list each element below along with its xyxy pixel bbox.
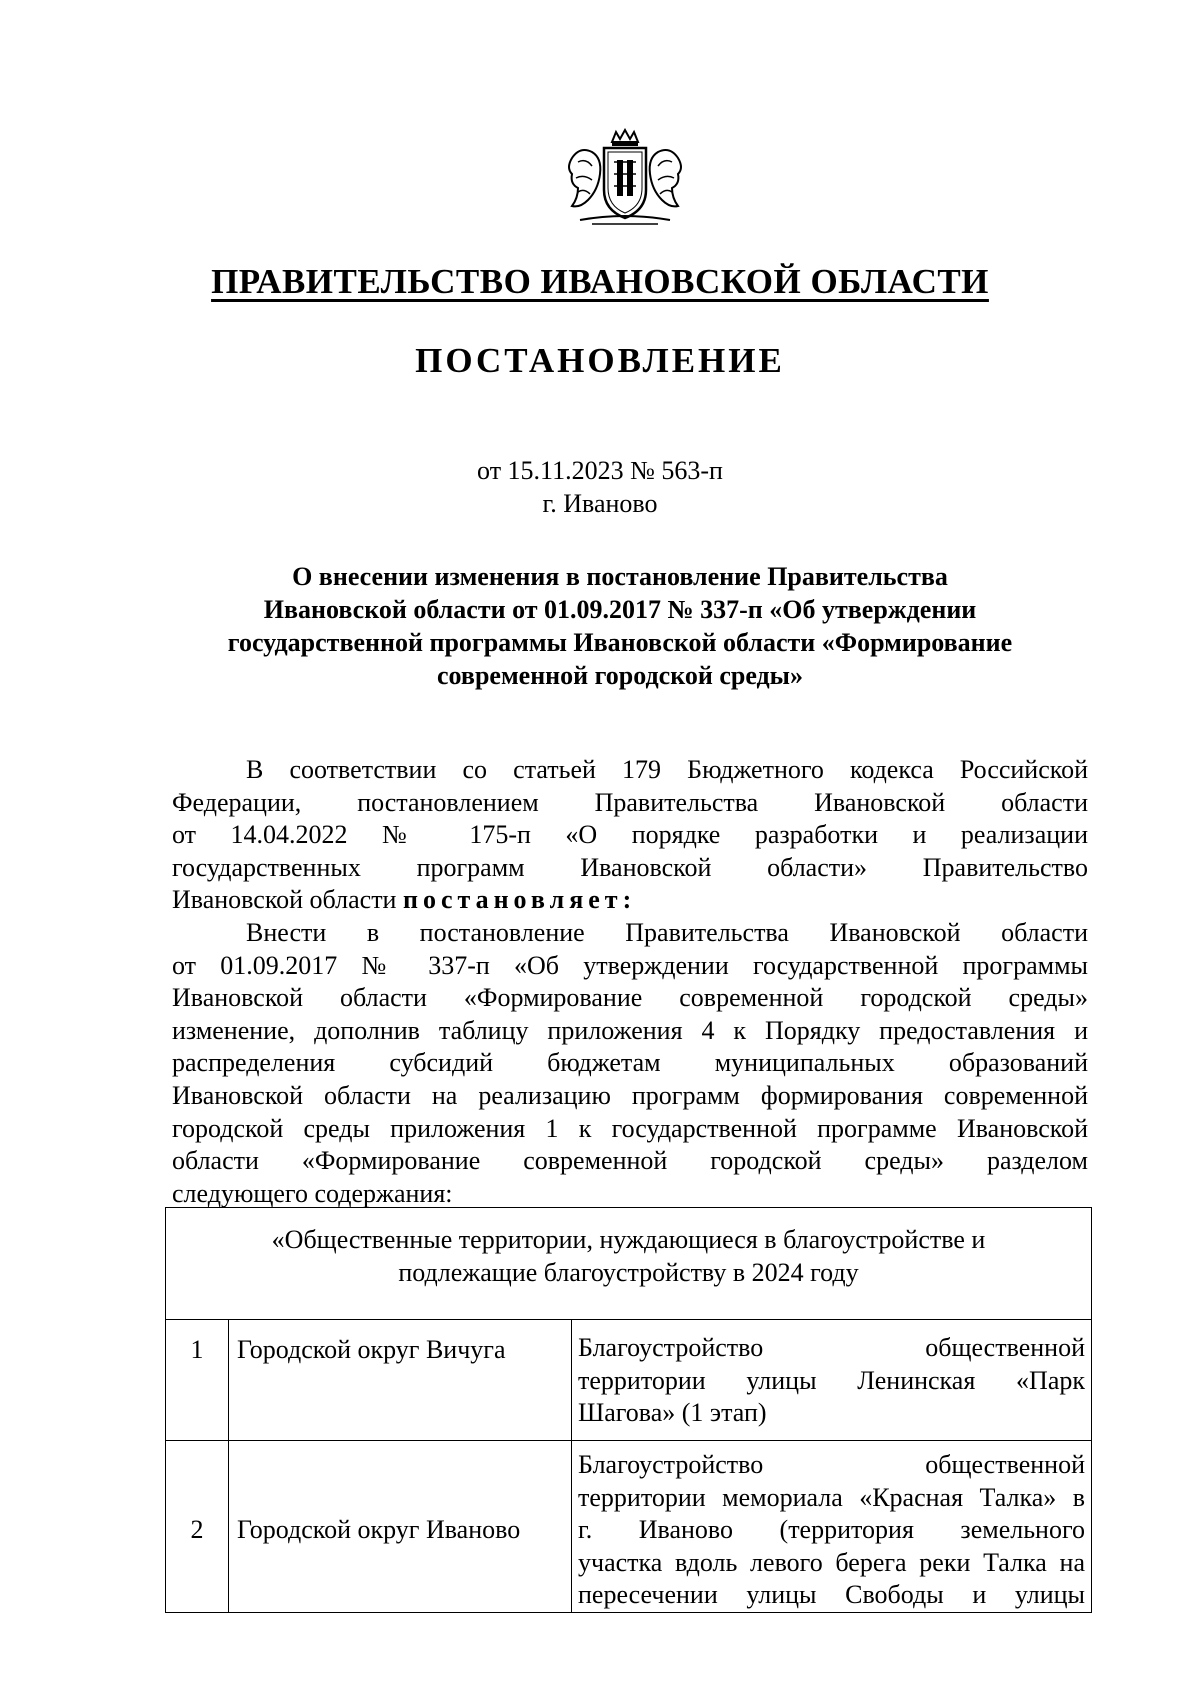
paragraph-line: городской среды приложения 1 к государственной программе Ивановской <box>172 1113 1088 1143</box>
coat-of-arms-icon <box>562 128 688 228</box>
table-heading-line: подлежащие благоустройству в 2024 году <box>398 1257 859 1287</box>
description-line: Благоустройство общественной <box>578 1333 1085 1363</box>
paragraph-line: Ивановской области на реализацию программ формирования современной <box>172 1080 1088 1110</box>
table-heading <box>166 1208 1092 1320</box>
paragraph-line: Внести в постановление Правительства Ивановской области <box>246 918 1088 947</box>
description-line: пересечении улицы Свободы и улицы <box>578 1580 1085 1610</box>
document-type: ПОСТАНОВЛЕНИЕ <box>415 341 785 380</box>
paragraph-line: государственных программ Ивановской области» Правительство <box>172 852 1088 882</box>
subject-line: Ивановской области от 01.09.2017 № 337-п «Об утверждении <box>263 595 977 624</box>
subject-line: современной городской среды» <box>437 661 803 690</box>
table-row <box>166 1440 1092 1612</box>
subject-line: государственной программы Ивановской области «Формирование <box>227 628 1013 657</box>
paragraph-line: следующего содержания: <box>172 1178 453 1208</box>
paragraph-line-text: Ивановской области <box>172 885 403 915</box>
paragraph-line: изменение, дополнив таблицу приложения 4 к Порядку предоставления и <box>172 1015 1088 1045</box>
paragraph-line: от 14.04.2022 № 175-п «О порядке разработки и реализации <box>172 820 1088 850</box>
paragraph-preamble <box>172 754 1088 917</box>
description-cell <box>572 1440 1092 1612</box>
description-cell <box>572 1320 1092 1441</box>
table-heading-line: «Общественные территории, нуждающиеся в благоустройстве и <box>271 1225 986 1254</box>
row-number: 1 <box>166 1320 229 1441</box>
paragraph-amendment <box>172 917 1088 1210</box>
table-heading-row <box>166 1208 1092 1320</box>
government-title-text: ПРАВИТЕЛЬСТВО ИВАНОВСКОЙ ОБЛАСТИ <box>211 262 989 301</box>
description-line: территории улицы Ленинская «Парк <box>578 1365 1085 1395</box>
description-line: Благоустройство общественной <box>578 1449 1085 1479</box>
table-row <box>166 1320 1092 1441</box>
paragraph-line: области «Формирование современной городской среды» разделом <box>172 1146 1088 1176</box>
municipality-cell: Городской округ Иваново <box>229 1440 572 1612</box>
document-number: от 15.11.2023 № 563-п <box>477 456 723 485</box>
document-place: г. Иваново <box>542 489 658 518</box>
paragraph-line: распределения субсидий бюджетам муниципальных образований <box>172 1048 1088 1078</box>
paragraph-line: Ивановской области «Формирование современной городской среды» <box>172 983 1088 1013</box>
subject-line: О внесении изменения в постановление Правительства <box>292 562 948 591</box>
municipality-cell: Городской округ Вичуга <box>229 1320 572 1441</box>
decree-word: постановляет: <box>402 885 637 915</box>
paragraph-line: Федерации, постановлением Правительства Ивановской области <box>172 787 1088 817</box>
paragraph-line: от 01.09.2017 № 337-п «Об утверждении государственной программы <box>172 950 1088 980</box>
description-line: г. Иваново (территория земельного <box>578 1515 1085 1545</box>
territories-table <box>165 1207 1092 1613</box>
description-line: участка вдоль левого берега реки Талка на <box>578 1547 1085 1577</box>
document-subject <box>170 560 1070 692</box>
row-number: 2 <box>166 1440 229 1612</box>
description-line: Шагова» (1 этап) <box>578 1398 767 1428</box>
paragraph-line: В соответствии со статьей 179 Бюджетного кодекса Российской <box>246 755 1088 784</box>
government-title <box>0 262 1200 302</box>
description-line: территории мемориала «Красная Талка» в <box>578 1482 1085 1512</box>
paragraph-line-last <box>172 884 1088 917</box>
